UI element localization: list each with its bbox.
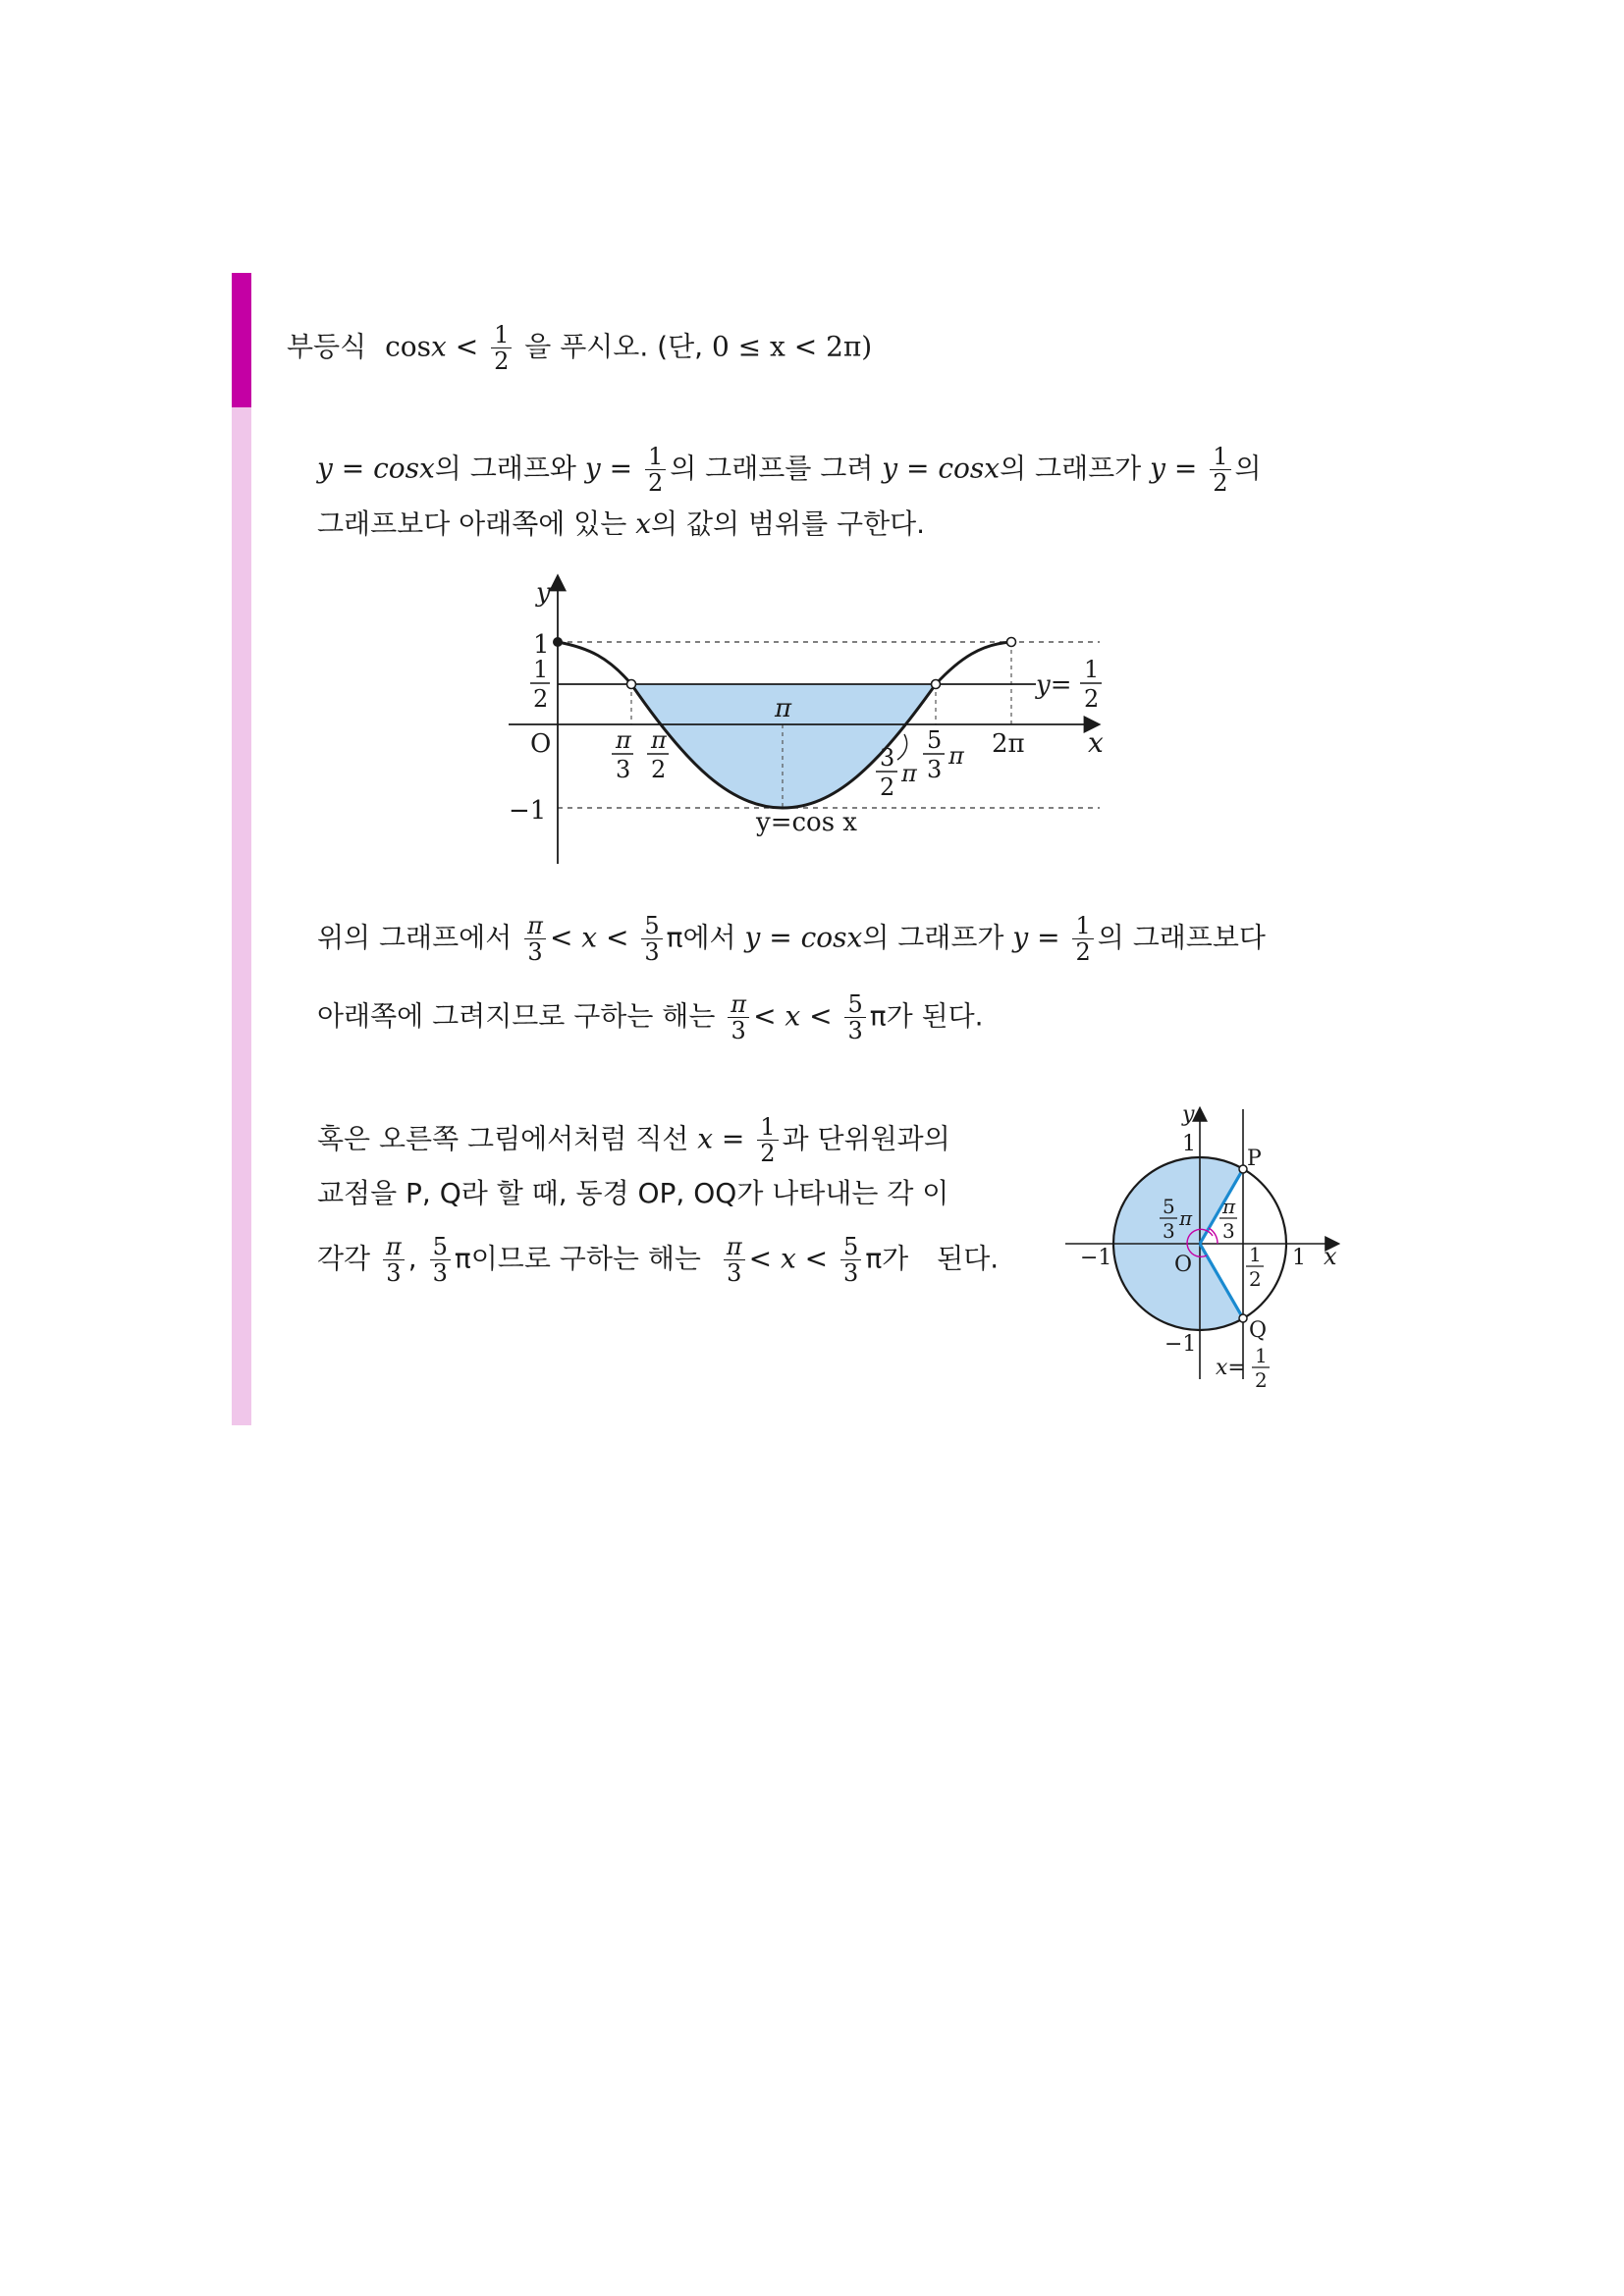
graph-3pi2-pi: π [901,760,917,787]
graph-neg-one: −1 [509,796,547,826]
para3-line1: 혹은 오른쪽 그림에서처럼 직선 x = $\frac{1}{2}$ 과 단위원과의 [317,1113,950,1167]
point-q [1239,1314,1247,1322]
problem-fraction: $\frac{1}{2}$ [491,322,512,374]
point-p [1239,1165,1247,1173]
circle-one-top: 1 [1182,1132,1196,1156]
para1-line1: y = cosx의 그래프와 y = $\frac{1}{2}$ 의 그래프를 그려 y = cosx의 그래프가 y = $\frac{1}{2}$ 의 [317,443,1262,497]
graph-pi: π [775,694,792,723]
circle-p-label: P [1247,1147,1262,1171]
circle-xeq-label: x= [1216,1356,1246,1380]
circle-pi3-den: 3 [1222,1219,1235,1243]
circle-pi3-num: π [1222,1195,1236,1218]
graph-2pi: 2π [992,729,1025,759]
graph-line-num: 1 [1084,656,1100,683]
circle-xeq-num: 1 [1255,1344,1268,1367]
para2-line2: 아래쪽에 그려지므로 구하는 해는 $\frac{\pi}{3}$ < x < $\frac{5}{3}$ π가 된다. [317,990,984,1044]
circle-half-num: 1 [1249,1243,1262,1266]
graph-5pi3-pi: π [948,742,964,770]
graph-line-den: 2 [1084,685,1100,713]
problem-statement: 부등식 cosx < $\frac{1}{2}$ 을 푸시오. (단, 0 ≤ x < 2π) [287,321,873,375]
graph-line-label: y= [1036,670,1072,700]
para3-line2: 교점을 P, Q라 할 때, 동경 OP, OQ가 나타내는 각 이 [317,1177,949,1209]
circle-neg-one-bottom: −1 [1164,1332,1197,1357]
circle-xeq-den: 2 [1255,1368,1268,1392]
circle-5pi3-den: 3 [1163,1219,1175,1243]
circle-x-label: x [1324,1243,1337,1270]
graph-3pi2-den: 2 [880,774,895,801]
graph-x-label: x [1088,726,1104,759]
graph-curve-label: y=cos x [756,808,857,837]
graph-5pi3-den: 3 [927,756,943,783]
para1-line2: 그래프보다 아래쪽에 있는 x의 값의 범위를 구한다. [317,507,926,540]
circle-neg-one-left: −1 [1080,1246,1112,1270]
circle-origin: O [1174,1253,1193,1277]
circle-one-right: 1 [1292,1246,1306,1270]
circle-y-label: y [1182,1102,1195,1127]
graph-one: 1 [533,630,550,660]
graph-5pi3-num: 5 [927,726,943,754]
graph-pi3-num: π [616,726,631,754]
graph-3pi2-num: 3 [880,744,895,772]
circle-half-den: 2 [1249,1267,1262,1291]
graph-origin: O [530,729,552,759]
graph-half-den: 2 [533,685,549,713]
circle-5pi3-pi: π [1179,1206,1193,1230]
circle-q-label: Q [1249,1318,1268,1343]
graph-pi2-den: 2 [651,756,667,783]
para2-line1: 위의 그래프에서 $\frac{\pi}{3}$ < x < $\frac{5}{3}$ π에서 y = cosx의 그래프가 y = $\frac{1}{2}$ 의 그래프보다 [317,912,1266,966]
graph-y-label: y [536,578,551,608]
graph-pi2-num: π [651,726,667,754]
angle-arc-pi3 [1209,1228,1218,1244]
para3-line3: 각각 $\frac{\pi}{3}$ , $\frac{5}{3}$ π이므로 구하는 해는 $\frac{\pi}{3}$ < x < $\frac{5}{3}$ π가 된다. [317,1233,1000,1287]
graph-pi3-den: 3 [616,756,631,783]
circle-5pi3-num: 5 [1163,1195,1175,1218]
graph-half-num: 1 [533,656,549,683]
